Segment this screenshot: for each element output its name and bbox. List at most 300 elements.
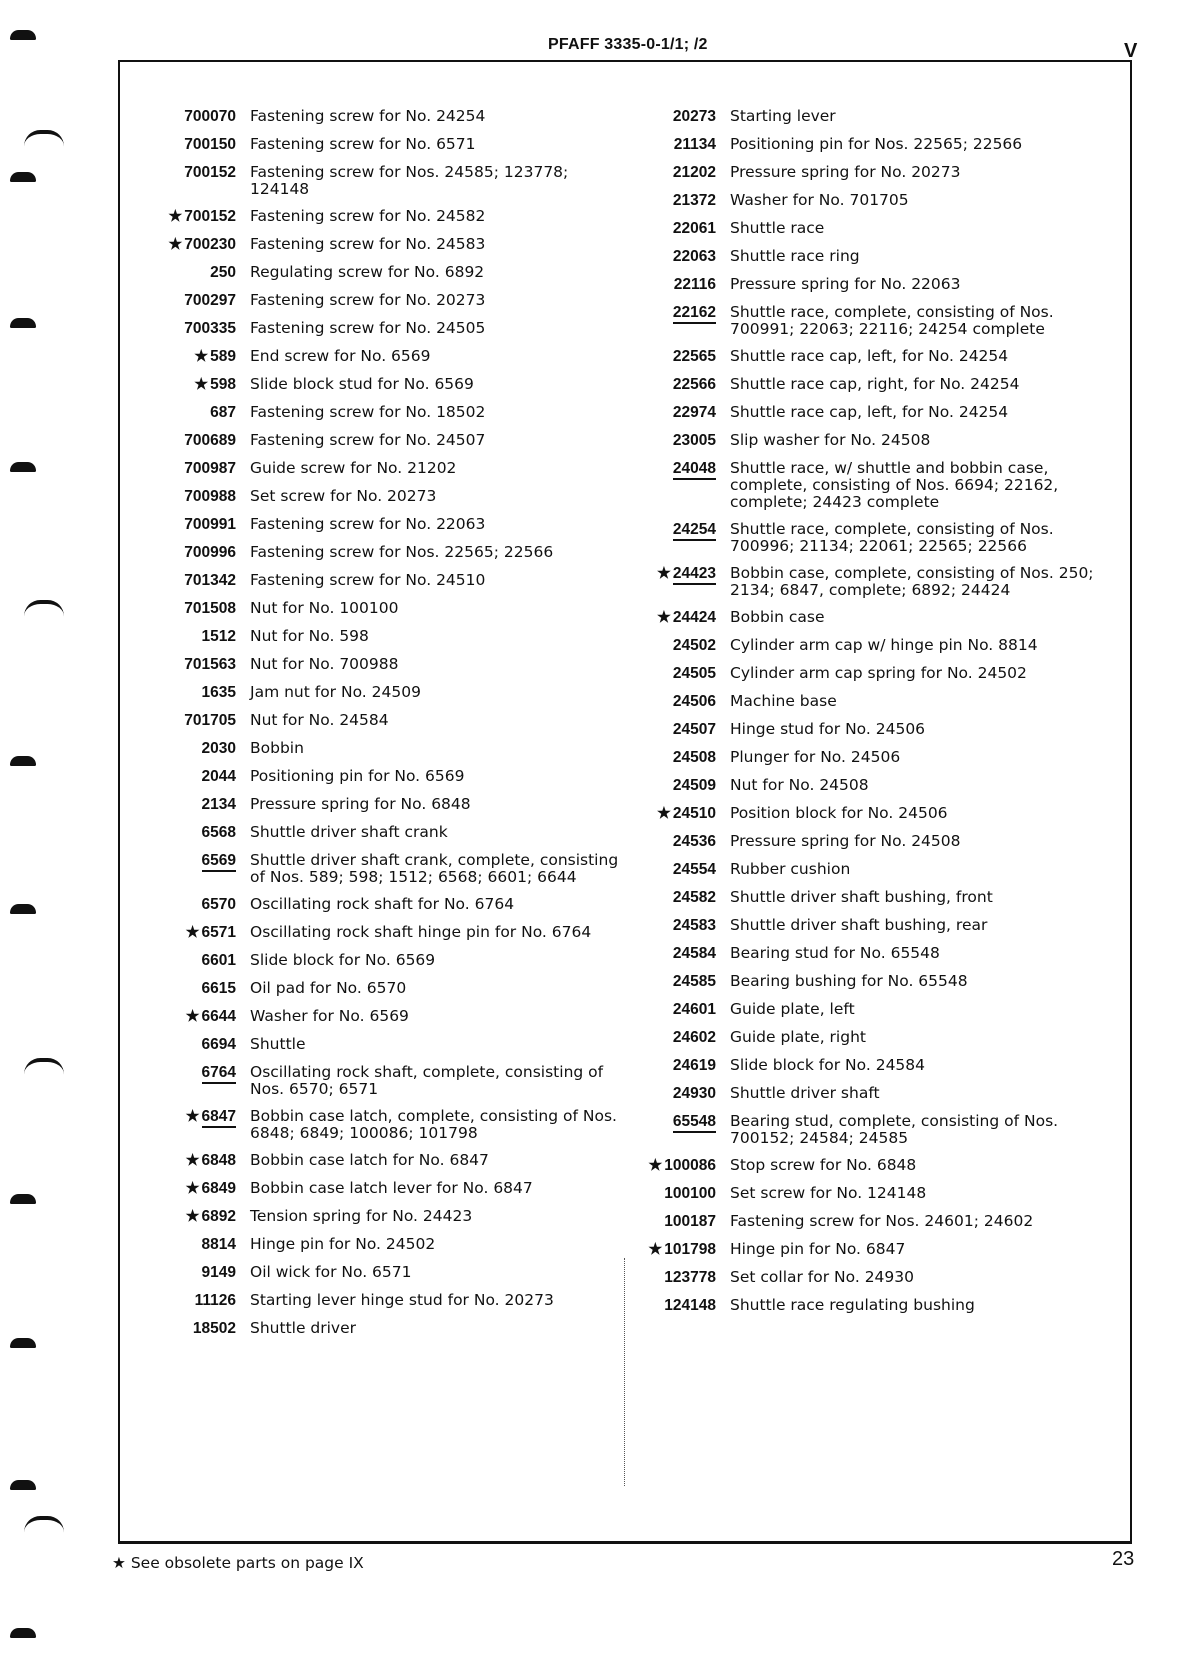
- part-entry: [628, 1057, 1108, 1075]
- part-number-value: 24506: [672, 693, 716, 710]
- part-number: [150, 952, 236, 970]
- part-description: Bearing stud for No. 65548: [730, 944, 940, 962]
- part-number: [628, 889, 716, 907]
- part-description: Cylinder arm cap spring for No. 24502: [730, 664, 1027, 682]
- obsolete-star-icon: ★: [194, 348, 209, 365]
- part-description: Guide screw for No. 21202: [250, 459, 457, 477]
- part-entry: [150, 796, 620, 814]
- part-entry: [628, 889, 1108, 907]
- section-number: V: [1124, 40, 1138, 62]
- obsolete-star-icon: ★: [185, 924, 200, 941]
- part-number-value: 6892: [201, 1208, 236, 1225]
- page-header: [0, 36, 1177, 62]
- part-number: [628, 348, 716, 366]
- part-description: Oil wick for No. 6571: [250, 1263, 412, 1281]
- part-number: [628, 805, 716, 823]
- part-entry: [150, 1320, 620, 1338]
- part-description: Fastening screw for No. 24505: [250, 319, 486, 337]
- part-entry: [628, 136, 1108, 154]
- footnote: ★ See obsolete parts on page IX: [112, 1554, 364, 1572]
- part-entry: [150, 292, 620, 310]
- obsolete-star-icon: ★: [656, 805, 671, 822]
- part-number: [150, 1180, 236, 1198]
- part-description: Pressure spring for No. 24508: [730, 832, 961, 850]
- part-description: Slide block stud for No. 6569: [250, 375, 474, 393]
- part-entry: [628, 108, 1108, 126]
- part-number: [150, 488, 236, 506]
- part-entry: [150, 348, 620, 366]
- part-description: Tension spring for No. 24423: [250, 1207, 473, 1225]
- part-description: Slide block for No. 6569: [250, 951, 436, 969]
- part-number: [150, 1292, 236, 1310]
- part-description: Shuttle race, complete, consisting of Nos. 700991; 22063; 22116; 24254 complete: [730, 303, 1054, 338]
- part-description: Shuttle race, w/ shuttle and bobbin case, complete, consisting of Nos. 6694; 22162, complete; 24423 complete: [730, 459, 1059, 511]
- part-entry: [628, 565, 1108, 599]
- obsolete-star-icon: ★: [185, 1108, 200, 1125]
- part-description: Shuttle driver shaft crank, complete, consisting of Nos. 589; 598; 1512; 6568; 6601; 6644: [250, 851, 619, 886]
- part-number-value: 100187: [664, 1213, 716, 1230]
- part-number-value: 6571: [201, 924, 236, 941]
- part-number-value: 24505: [672, 665, 716, 682]
- part-number: [150, 1236, 236, 1254]
- part-number: [628, 749, 716, 767]
- part-description: Starting lever hinge stud for No. 20273: [250, 1291, 554, 1309]
- part-number: [628, 1213, 716, 1231]
- part-number: [150, 108, 236, 126]
- part-number-value: 22116: [673, 276, 716, 293]
- part-entry: [150, 320, 620, 338]
- binding-mark: [24, 1516, 64, 1534]
- binding-mark: [24, 600, 64, 618]
- part-entry: [150, 824, 620, 842]
- part-number-value: 22565: [672, 348, 716, 365]
- binding-mark: [10, 1338, 36, 1348]
- part-description: Jam nut for No. 24509: [250, 683, 421, 701]
- part-description: Set screw for No. 20273: [250, 487, 437, 505]
- part-number-value: 124148: [664, 1297, 716, 1314]
- part-entry: [150, 1180, 620, 1198]
- part-number-value: 123778: [664, 1269, 716, 1286]
- part-number: [150, 236, 236, 254]
- part-description: Shuttle driver: [250, 1319, 357, 1337]
- part-description: Shuttle race ring: [730, 247, 860, 265]
- part-number: [628, 376, 716, 394]
- part-number: [628, 192, 716, 210]
- part-number-value: 700152: [184, 164, 236, 181]
- parts-list-right: [628, 108, 1108, 1325]
- part-entry: [150, 924, 620, 942]
- part-number: [628, 609, 716, 627]
- part-number: [150, 656, 236, 674]
- part-entry: [628, 1269, 1108, 1287]
- part-number: [150, 852, 236, 870]
- part-description: Hinge stud for No. 24506: [730, 720, 926, 738]
- part-number: [150, 740, 236, 758]
- part-entry: [150, 264, 620, 282]
- part-number: [628, 276, 716, 294]
- part-description: Fastening screw for No. 6571: [250, 135, 476, 153]
- part-description: Starting lever: [730, 107, 836, 125]
- part-entry: [150, 1292, 620, 1310]
- column-divider: [624, 1258, 625, 1486]
- part-entry: [628, 1029, 1108, 1047]
- part-number-value: 700996: [184, 544, 236, 561]
- part-entry: [150, 628, 620, 646]
- part-description: Bobbin case latch, complete, consisting of Nos. 6848; 6849; 100086; 101798: [250, 1107, 617, 1142]
- part-number-value: 24502: [672, 637, 716, 654]
- part-number-value: 24536: [672, 833, 716, 850]
- part-description: Pressure spring for No. 22063: [730, 275, 961, 293]
- part-entry: [150, 1064, 620, 1098]
- part-number: [628, 521, 716, 539]
- part-entry: [150, 1236, 620, 1254]
- part-description: Fastening screw for No. 24254: [250, 107, 486, 125]
- part-number-value: 2030: [201, 740, 236, 757]
- part-description: Nut for No. 100100: [250, 599, 399, 617]
- part-number: [628, 404, 716, 422]
- part-entry: [150, 488, 620, 506]
- part-entry: [150, 1152, 620, 1170]
- part-number: [628, 220, 716, 238]
- part-number-value: 24554: [672, 861, 716, 878]
- part-entry: [628, 721, 1108, 739]
- part-number: [150, 768, 236, 786]
- part-description: Positioning pin for No. 6569: [250, 767, 465, 785]
- part-entry: [150, 432, 620, 450]
- part-description: Bearing stud, complete, consisting of Nos. 700152; 24584; 24585: [730, 1112, 1059, 1147]
- part-entry: [628, 805, 1108, 823]
- part-number: [628, 973, 716, 991]
- part-description: Cylinder arm cap w/ hinge pin No. 8814: [730, 636, 1038, 654]
- part-number-value: 701705: [184, 712, 236, 729]
- part-number-value: 2134: [201, 796, 236, 813]
- part-entry: [628, 192, 1108, 210]
- part-number: [150, 712, 236, 730]
- part-description: Nut for No. 598: [250, 627, 369, 645]
- obsolete-star-icon: ★: [656, 609, 671, 626]
- part-description: Bobbin case, complete, consisting of Nos. 250; 2134; 6847, complete; 6892; 24424: [730, 564, 1094, 599]
- part-description: Fastening screw for Nos. 22565; 22566: [250, 543, 554, 561]
- part-number-value: 700689: [184, 432, 236, 449]
- part-description: Washer for No. 701705: [730, 191, 909, 209]
- part-number-value: 6848: [201, 1152, 236, 1169]
- part-number: [628, 1185, 716, 1203]
- part-entry: [150, 404, 620, 422]
- part-number: [628, 721, 716, 739]
- part-number-value: 24507: [672, 721, 716, 738]
- part-entry: [628, 777, 1108, 795]
- part-number-value: 598: [210, 376, 236, 393]
- part-description: Hinge pin for No. 24502: [250, 1235, 436, 1253]
- part-number: [150, 572, 236, 590]
- part-number-value: 6849: [201, 1180, 236, 1197]
- part-description: Nut for No. 24508: [730, 776, 869, 794]
- part-number-value: 24508: [672, 749, 716, 766]
- part-number-value: 700987: [184, 460, 236, 477]
- part-number: [628, 565, 716, 583]
- part-number-value: 101798: [664, 1241, 716, 1258]
- part-entry: [628, 1241, 1108, 1259]
- part-number-value: 24509: [672, 777, 716, 794]
- part-description: Fastening screw for No. 22063: [250, 515, 486, 533]
- part-number-value: 23005: [672, 432, 716, 449]
- part-number-value: 700070: [184, 108, 236, 125]
- part-description: Shuttle race cap, left, for No. 24254: [730, 403, 1009, 421]
- binding-mark: [10, 1480, 36, 1490]
- part-entry: [150, 376, 620, 394]
- part-number-value: 24602: [672, 1029, 716, 1046]
- part-entry: [150, 740, 620, 758]
- part-description: Oscillating rock shaft for No. 6764: [250, 895, 515, 913]
- part-description: Shuttle race regulating bushing: [730, 1296, 975, 1314]
- part-entry: [628, 1213, 1108, 1231]
- binding-mark: [10, 1194, 36, 1204]
- part-entry: [150, 768, 620, 786]
- part-description: Position block for No. 24506: [730, 804, 948, 822]
- part-entry: [628, 432, 1108, 450]
- part-entry: [150, 1008, 620, 1026]
- obsolete-star-icon: ★: [648, 1157, 663, 1174]
- part-number-value: 24254: [673, 521, 716, 541]
- part-number-value: 700230: [184, 236, 236, 253]
- part-number: [150, 924, 236, 942]
- part-number-value: 700152: [184, 208, 236, 225]
- part-entry: [628, 861, 1108, 879]
- part-number-value: 100086: [664, 1157, 716, 1174]
- part-number: [150, 1036, 236, 1054]
- part-number-value: 22061: [672, 220, 716, 237]
- part-number: [150, 896, 236, 914]
- part-entry: [628, 304, 1108, 338]
- obsolete-star-icon: ★: [185, 1152, 200, 1169]
- part-number-value: 24048: [673, 460, 716, 480]
- part-description: Bobbin case: [730, 608, 825, 626]
- part-number-value: 24424: [672, 609, 716, 626]
- obsolete-star-icon: ★: [656, 565, 671, 582]
- part-number: [628, 1085, 716, 1103]
- part-number-value: 24583: [672, 917, 716, 934]
- part-description: Nut for No. 24584: [250, 711, 389, 729]
- part-number: [628, 304, 716, 322]
- part-number: [150, 1208, 236, 1226]
- part-number: [628, 693, 716, 711]
- part-description: Fastening screw for No. 18502: [250, 403, 486, 421]
- part-number: [628, 1157, 716, 1175]
- binding-mark: [10, 172, 36, 182]
- part-number-value: 700991: [184, 516, 236, 533]
- part-entry: [150, 684, 620, 702]
- part-number: [150, 684, 236, 702]
- part-description: Shuttle driver shaft crank: [250, 823, 448, 841]
- part-number-value: 6644: [201, 1008, 236, 1025]
- part-description: End screw for No. 6569: [250, 347, 431, 365]
- part-number-value: 24601: [672, 1001, 716, 1018]
- part-description: Fastening screw for Nos. 24601; 24602: [730, 1212, 1034, 1230]
- obsolete-star-icon: ★: [168, 208, 183, 225]
- part-number: [150, 208, 236, 226]
- part-description: Bearing bushing for No. 65548: [730, 972, 968, 990]
- part-number-value: 21134: [673, 136, 716, 153]
- part-description: Oil pad for No. 6570: [250, 979, 407, 997]
- part-description: Fastening screw for No. 24583: [250, 235, 486, 253]
- part-number-value: 6764: [202, 1064, 236, 1084]
- part-description: Bobbin case latch lever for No. 6847: [250, 1179, 533, 1197]
- part-number: [628, 1297, 716, 1315]
- part-number: [628, 1029, 716, 1047]
- obsolete-star-icon: ★: [168, 236, 183, 253]
- part-number: [150, 600, 236, 618]
- part-number: [150, 544, 236, 562]
- part-number-value: 6568: [201, 824, 236, 841]
- part-entry: [628, 1297, 1108, 1315]
- part-entry: [150, 516, 620, 534]
- part-entry: [628, 945, 1108, 963]
- part-description: Rubber cushion: [730, 860, 851, 878]
- part-entry: [628, 1113, 1108, 1147]
- part-description: Nut for No. 700988: [250, 655, 399, 673]
- obsolete-star-icon: ★: [648, 1241, 663, 1258]
- part-number: [150, 1320, 236, 1338]
- part-entry: [628, 220, 1108, 238]
- part-description: Shuttle race, complete, consisting of Nos. 700996; 21134; 22061; 22565; 22566: [730, 520, 1054, 555]
- part-entry: [150, 108, 620, 126]
- part-entry: [150, 136, 620, 154]
- part-number-value: 701563: [184, 656, 236, 673]
- part-number: [628, 1269, 716, 1287]
- part-description: Fastening screw for No. 24582: [250, 207, 486, 225]
- part-description: Slip washer for No. 24508: [730, 431, 931, 449]
- part-number-value: 100100: [664, 1185, 716, 1202]
- part-number-value: 8814: [201, 1236, 236, 1253]
- part-description: Slide block for No. 24584: [730, 1056, 926, 1074]
- obsolete-star-icon: ★: [185, 1208, 200, 1225]
- part-entry: [150, 1264, 620, 1282]
- part-number: [628, 833, 716, 851]
- part-entry: [628, 749, 1108, 767]
- part-entry: [628, 1185, 1108, 1203]
- part-number-value: 22063: [672, 248, 716, 265]
- part-number-value: 700988: [184, 488, 236, 505]
- part-number: [150, 460, 236, 478]
- part-number: [150, 376, 236, 394]
- part-entry: [628, 693, 1108, 711]
- part-number-value: 700150: [184, 136, 236, 153]
- obsolete-star-icon: ★: [185, 1180, 200, 1197]
- part-number-value: 1635: [201, 684, 236, 701]
- part-number-value: 6694: [201, 1036, 236, 1053]
- part-number: [150, 796, 236, 814]
- part-entry: [628, 248, 1108, 266]
- part-entry: [150, 236, 620, 254]
- part-description: Oscillating rock shaft, complete, consisting of Nos. 6570; 6571: [250, 1063, 604, 1098]
- obsolete-star-icon: ★: [194, 376, 209, 393]
- part-entry: [150, 1208, 620, 1226]
- part-entry: [628, 973, 1108, 991]
- part-description: Washer for No. 6569: [250, 1007, 409, 1025]
- part-description: Fastening screw for Nos. 24585; 123778; 124148: [250, 163, 569, 198]
- part-number-value: 2044: [201, 768, 236, 785]
- part-number-value: 687: [210, 404, 236, 421]
- part-number-value: 6615: [201, 980, 236, 997]
- part-number-value: 22566: [672, 376, 716, 393]
- part-description: Pressure spring for No. 6848: [250, 795, 471, 813]
- part-entry: [628, 376, 1108, 394]
- part-description: Guide plate, left: [730, 1000, 855, 1018]
- part-number-value: 250: [210, 264, 236, 281]
- part-entry: [150, 980, 620, 998]
- part-number-value: 589: [210, 348, 236, 365]
- part-description: Fastening screw for No. 20273: [250, 291, 486, 309]
- part-entry: [628, 665, 1108, 683]
- part-description: Pressure spring for No. 20273: [730, 163, 961, 181]
- part-entry: [628, 460, 1108, 511]
- part-number: [628, 136, 716, 154]
- part-number: [150, 1264, 236, 1282]
- part-description: Fastening screw for No. 24507: [250, 431, 486, 449]
- part-number: [628, 917, 716, 935]
- part-number: [150, 164, 236, 182]
- part-number: [150, 348, 236, 366]
- part-entry: [628, 1001, 1108, 1019]
- part-description: Shuttle driver shaft bushing, front: [730, 888, 993, 906]
- page-number: 23: [1112, 1548, 1135, 1570]
- part-number: [628, 945, 716, 963]
- part-number-value: 9149: [201, 1264, 236, 1281]
- part-entry: [628, 276, 1108, 294]
- parts-list-left: [150, 108, 620, 1348]
- part-number-value: 701508: [184, 600, 236, 617]
- part-number-value: 24619: [672, 1057, 716, 1074]
- part-number: [628, 248, 716, 266]
- part-number-value: 20273: [672, 108, 716, 125]
- part-entry: [628, 1085, 1108, 1103]
- part-description: Set collar for No. 24930: [730, 1268, 915, 1286]
- part-number-value: 700297: [184, 292, 236, 309]
- part-number: [150, 1008, 236, 1026]
- part-number-value: 24423: [673, 565, 716, 585]
- part-description: Hinge pin for No. 6847: [730, 1240, 906, 1258]
- part-description: Shuttle race cap, right, for No. 24254: [730, 375, 1020, 393]
- part-number-value: 6847: [202, 1108, 236, 1128]
- binding-mark: [24, 1058, 64, 1076]
- part-number: [628, 637, 716, 655]
- part-number: [628, 861, 716, 879]
- part-description: Shuttle race: [730, 219, 825, 237]
- part-entry: [628, 637, 1108, 655]
- part-number: [150, 1064, 236, 1082]
- part-number: [150, 292, 236, 310]
- part-entry: [628, 404, 1108, 422]
- part-number: [628, 1113, 716, 1131]
- part-number-value: 6601: [201, 952, 236, 969]
- part-number: [628, 460, 716, 478]
- part-number: [150, 432, 236, 450]
- part-number-value: 24585: [672, 973, 716, 990]
- part-description: Bobbin: [250, 739, 304, 757]
- binding-mark: [10, 462, 36, 472]
- binding-mark: [24, 130, 64, 148]
- part-entry: [150, 852, 620, 886]
- part-description: Oscillating rock shaft hinge pin for No. 6764: [250, 923, 592, 941]
- part-number-value: 18502: [192, 1320, 236, 1337]
- part-description: Guide plate, right: [730, 1028, 866, 1046]
- part-number: [150, 516, 236, 534]
- part-entry: [628, 917, 1108, 935]
- page-title: PFAFF 3335-0-1/1; /2: [548, 36, 708, 53]
- part-entry: [150, 1036, 620, 1054]
- part-description: Shuttle driver shaft bushing, rear: [730, 916, 988, 934]
- part-number-value: 701342: [184, 572, 236, 589]
